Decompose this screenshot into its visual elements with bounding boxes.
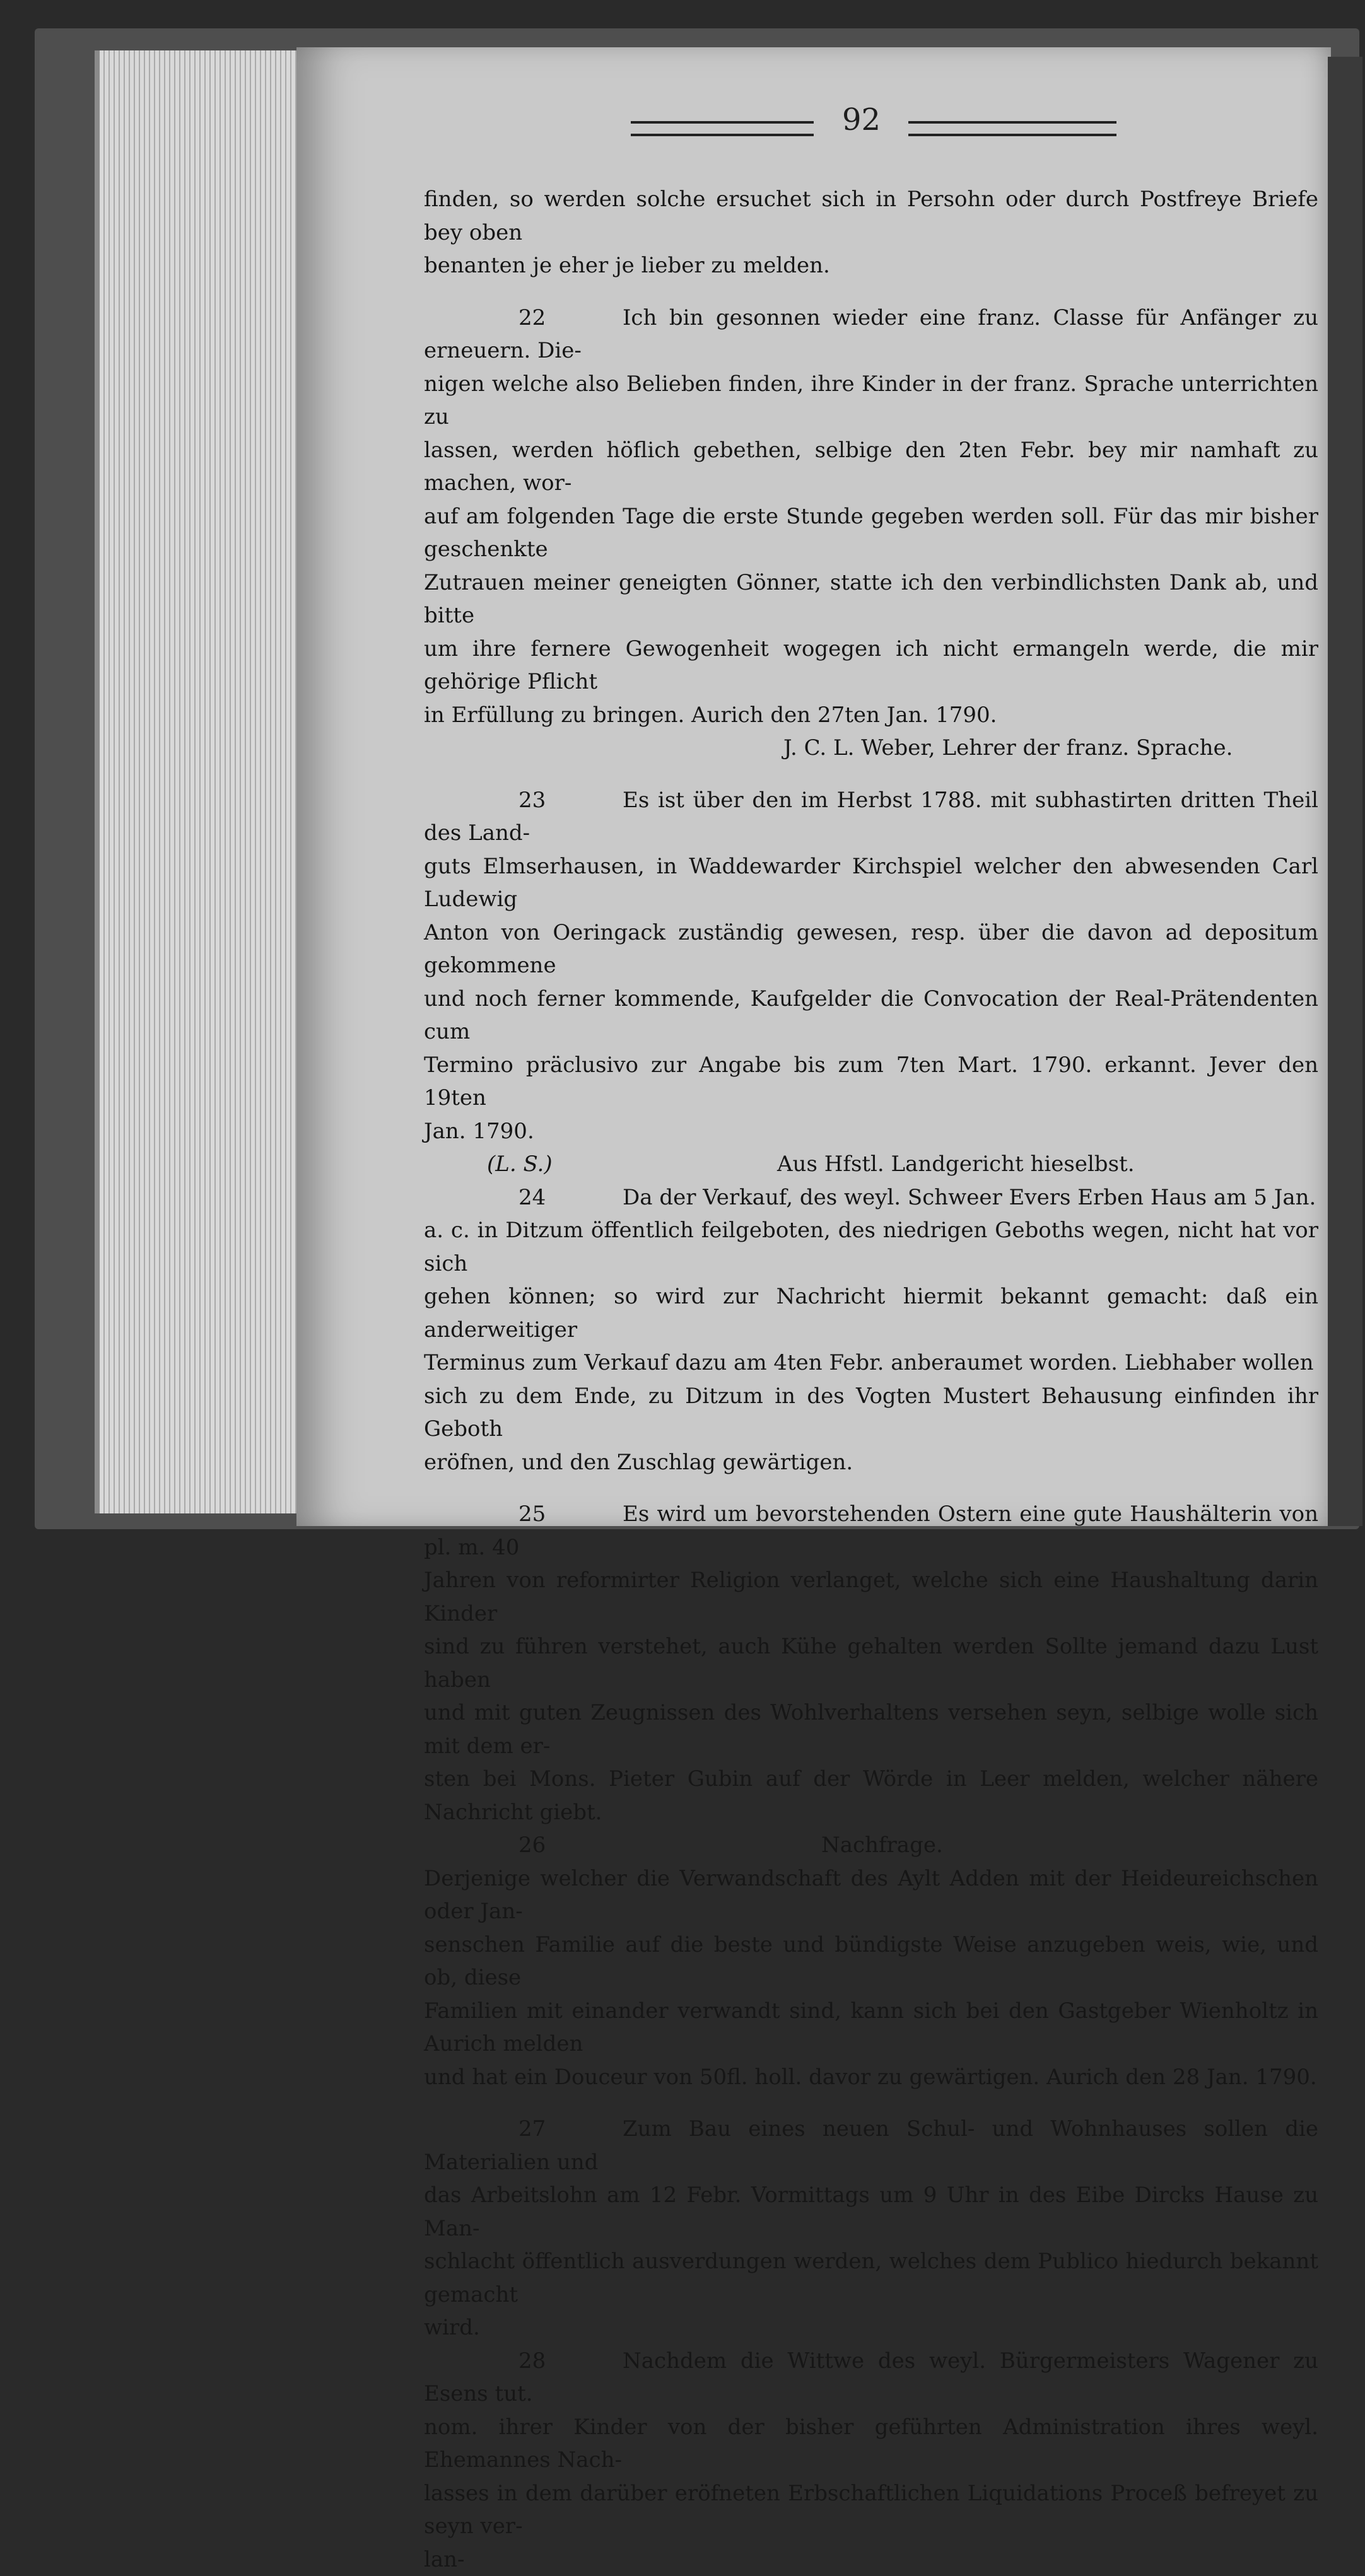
notice-number: 26: [518, 1829, 546, 1862]
notice-23-line: Termino präclusivo zur Angabe bis zum 7ten Mart. 1790. erkannt. Jever den 19ten: [424, 1049, 1318, 1115]
notice-24-line: gehen können; so wird zur Nachricht hiermit bekannt gemacht: daß ein anderweitiger: [424, 1280, 1318, 1346]
notice-26-line: und hat ein Douceur von 50fl. holl. davor zu gewärtigen. Aurich den 28 Jan. 1790.: [424, 2061, 1318, 2094]
notice-25-line: und mit guten Zeugnissen des Wohlverhaltens versehen seyn, selbige wolle sich mit dem er-: [424, 1696, 1318, 1763]
notice-23-line: und noch ferner kommende, Kaufgelder die Convocation der Real-Prätendenten cum: [424, 982, 1318, 1049]
notice-26-line: Familien mit einander verwandt sind, kann sich bei den Gastgeber Wienholtz in Aurich melden: [424, 1995, 1318, 2061]
court-signature: Aus Hfstl. Landgericht hieselbst.: [777, 1148, 1135, 1181]
page-number: 92: [842, 102, 881, 137]
notice-number: 23: [424, 784, 623, 817]
notice-26-line: senschen Familie auf die beste und bündigste Weise anzugeben weis, wie, und ob, diese: [424, 1928, 1318, 1995]
notice-number: 27: [424, 2113, 623, 2146]
notice-22-line: auf am folgenden Tage die erste Stunde gegeben werden soll. Für das mir bisher geschenkte: [424, 500, 1318, 566]
notice-23-seal-row: [424, 1148, 1318, 1181]
notice-26-title-row: [424, 1829, 1318, 1862]
notice-28-line: lasses in dem darüber eröfneten Erbschaftlichen Liquidations Proceß befreyet zu seyn ver-: [424, 2477, 1318, 2543]
running-head: [631, 107, 1325, 145]
notice-23-line: Jan. 1790.: [424, 1115, 1318, 1148]
notice-23-line: 23 Es ist über den im Herbst 1788. mit subhastirten dritten Theil des Land-: [424, 784, 1318, 850]
notice-25-line: Jahren von reformirter Religion verlanget, welche sich eine Haushaltung darin Kinder: [424, 1564, 1318, 1630]
notice-27-line: 27 Zum Bau eines neuen Schul- und Wohnhauses sollen die Materialien und: [424, 2113, 1318, 2179]
notice-28-catchword: lan-: [424, 2543, 1318, 2576]
notice-25-line: 25 Es wird um bevorstehenden Ostern eine gute Haushälterin von pl. m. 40: [424, 1498, 1318, 1564]
header-rule-right: [908, 121, 1116, 136]
notice-title: Nachfrage.: [821, 1829, 943, 1862]
text-block: [424, 183, 1318, 2576]
notice-26-line: Derjenige welcher die Verwandschaft des Aylt Adden mit der Heideureichschen oder Jan-: [424, 1862, 1318, 1928]
seal-mark: (L. S.): [487, 1148, 553, 1181]
header-rule-left: [631, 121, 814, 136]
notice-22-line: Zutrauen meiner geneigten Gönner, statte ich den verbindlichsten Dank ab, und bitte: [424, 566, 1318, 632]
notice-27-line: wird.: [424, 2311, 1318, 2345]
notice-27-line: schlacht öffentlich ausverdungen werden, welches dem Publico hiedurch bekannt gemacht: [424, 2245, 1318, 2311]
notice-25-line: sten bei Mons. Pieter Gubin auf der Wörde in Leer melden, welcher nähere Nachricht giebt.: [424, 1763, 1318, 1829]
notice-22-signature: J. C. L. Weber, Lehrer der franz. Sprache.: [424, 731, 1318, 765]
notice-23-line: Anton von Oeringack zuständig gewesen, resp. über die davon ad depositum gekommene: [424, 916, 1318, 982]
notice-22-line: lassen, werden höflich gebethen, selbige den 2ten Febr. bey mir namhaft zu machen, wor-: [424, 434, 1318, 500]
notice-27-line: das Arbeitslohn am 12 Febr. Vormittags um 9 Uhr in des Eibe Dircks Hause zu Man-: [424, 2179, 1318, 2245]
notice-23-line: guts Elmserhausen, in Waddewarder Kirchspiel welcher den abwesenden Carl Ludewig: [424, 850, 1318, 916]
notice-24-line: eröfnen, und den Zuschlag gewärtigen.: [424, 1446, 1318, 1479]
notice-number: 22: [424, 301, 623, 335]
notice-24-line: 24 Da der Verkauf, des weyl. Schweer Evers Erben Haus am 5 Jan.: [424, 1181, 1318, 1215]
book-right-edge: [1328, 57, 1362, 1526]
notice-24-line: sich zu dem Ende, zu Ditzum in des Vogten Mustert Behausung einfinden ihr Geboth: [424, 1380, 1318, 1446]
notice-22-line: 22 Ich bin gesonnen wieder eine franz. Classe für Anfänger zu erneuern. Die-: [424, 301, 1318, 368]
notice-number: 25: [424, 1498, 623, 1531]
notice-22-line: um ihre fernere Gewogenheit wogegen ich nicht ermangeln werde, die mir gehörige Pflicht: [424, 632, 1318, 699]
notice-28-line: nom. ihrer Kinder von der bisher geführten Administration ihres weyl. Ehemannes Nach-: [424, 2411, 1318, 2477]
page-edge-stack: [95, 50, 314, 1513]
notice-number: 24: [424, 1181, 623, 1215]
notice-number: 28: [424, 2345, 623, 2378]
notice-line: benanten je eher je lieber zu melden.: [424, 249, 1318, 283]
notice-line: finden, so werden solche ersuchet sich in Persohn oder durch Postfreye Briefe bey oben: [424, 183, 1318, 249]
notice-24-line: Terminus zum Verkauf dazu am 4ten Febr. anberaumet worden. Liebhaber wollen: [424, 1346, 1318, 1380]
notice-22-line: in Erfüllung zu bringen. Aurich den 27ten Jan. 1790.: [424, 699, 1318, 732]
notice-25-line: sind zu führen verstehet, auch Kühe gehalten werden Sollte jemand dazu Lust haben: [424, 1630, 1318, 1696]
notice-24-line: a. c. in Ditzum öffentlich feilgeboten, des niedrigen Geboths wegen, nicht hat vor sich: [424, 1214, 1318, 1280]
notice-22-line: nigen welche also Belieben finden, ihre Kinder in der franz. Sprache unterrichten zu: [424, 368, 1318, 434]
notice-28-line: 28 Nachdem die Wittwe des weyl. Bürgermeisters Wagener zu Esens tut.: [424, 2345, 1318, 2411]
